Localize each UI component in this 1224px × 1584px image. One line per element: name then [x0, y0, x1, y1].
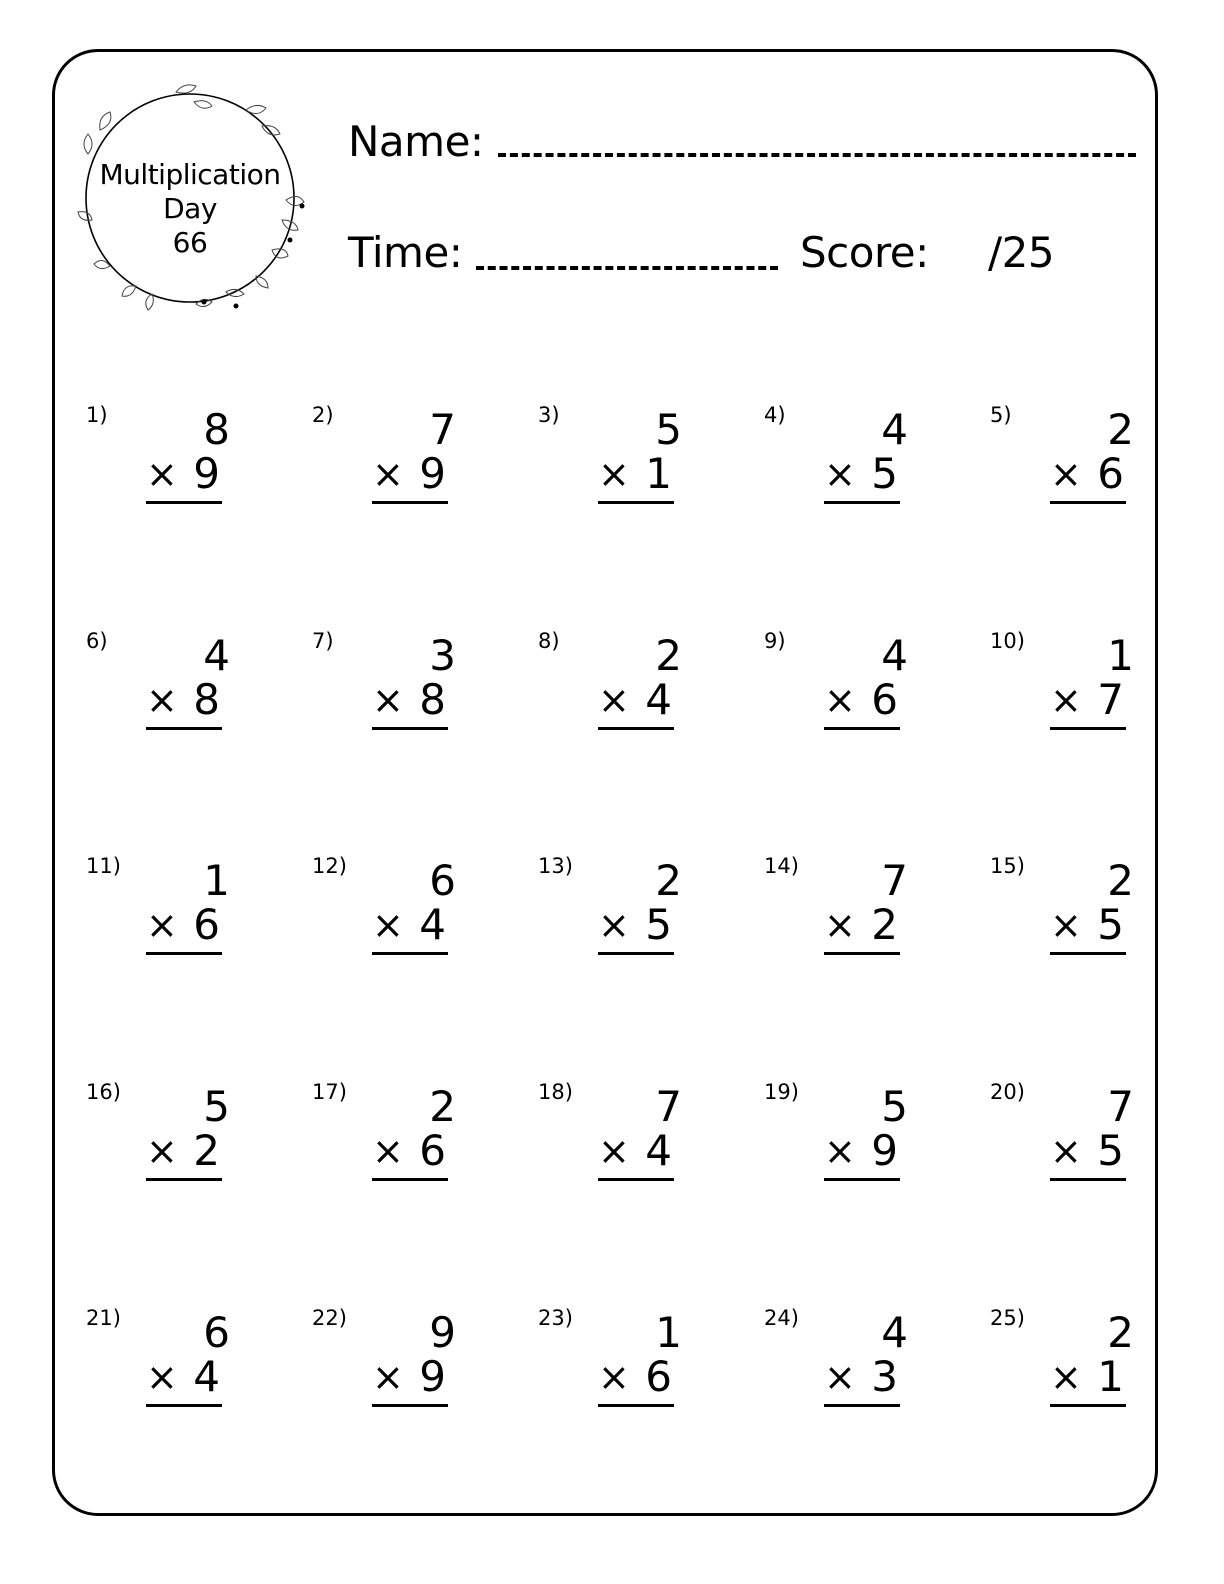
problem-item [764, 402, 990, 522]
times-sign: × [824, 1355, 856, 1399]
answer-line[interactable] [598, 727, 674, 730]
times-sign: × [824, 452, 856, 496]
problem-number: 15) [990, 854, 1025, 878]
multiplicand: 4 [203, 631, 230, 680]
name-label: Name: [348, 117, 484, 166]
answer-line[interactable] [824, 952, 900, 955]
multiplier: 6 [1097, 449, 1124, 498]
problem-item [764, 1305, 990, 1425]
answer-line[interactable] [146, 952, 222, 955]
times-sign: × [1050, 903, 1082, 947]
multiplier: 4 [645, 1126, 672, 1175]
times-sign: × [824, 903, 856, 947]
multiplier: 6 [871, 675, 898, 724]
problem-item [538, 1305, 764, 1425]
times-sign: × [146, 1355, 178, 1399]
problem-number: 11) [86, 854, 121, 878]
times-sign: × [598, 903, 630, 947]
times-sign: × [598, 678, 630, 722]
problem-item [990, 853, 1216, 973]
multiplier: 1 [645, 449, 672, 498]
multiplier: 9 [419, 449, 446, 498]
problem-item [86, 853, 312, 973]
multiplicand: 3 [429, 631, 456, 680]
answer-line[interactable] [146, 1178, 222, 1181]
times-sign: × [1050, 1355, 1082, 1399]
multiplier: 4 [645, 675, 672, 724]
multiplier: 5 [645, 900, 672, 949]
multiplicand: 2 [429, 1082, 456, 1131]
badge-line-day: Day [163, 192, 217, 225]
problem-number: 2) [312, 403, 334, 427]
multiplier: 7 [1097, 675, 1124, 724]
problem-number: 9) [764, 629, 786, 653]
multiplier: 9 [193, 449, 220, 498]
problem-item [990, 402, 1216, 522]
answer-line[interactable] [598, 501, 674, 504]
times-sign: × [1050, 1129, 1082, 1173]
times-sign: × [598, 452, 630, 496]
times-sign: × [824, 678, 856, 722]
multiplicand: 5 [203, 1082, 230, 1131]
multiplicand: 6 [429, 856, 456, 905]
problem-item [312, 1079, 538, 1199]
times-sign: × [1050, 452, 1082, 496]
multiplier: 6 [193, 900, 220, 949]
title-badge [76, 80, 316, 316]
answer-line[interactable] [598, 952, 674, 955]
answer-line[interactable] [598, 1404, 674, 1407]
answer-line[interactable] [1050, 952, 1126, 955]
times-sign: × [146, 678, 178, 722]
problem-number: 12) [312, 854, 347, 878]
multiplier: 2 [871, 900, 898, 949]
multiplier: 9 [871, 1126, 898, 1175]
multiplier: 4 [419, 900, 446, 949]
multiplicand: 1 [655, 1308, 682, 1357]
problem-item [86, 1079, 312, 1199]
times-sign: × [372, 1355, 404, 1399]
multiplicand: 7 [429, 405, 456, 454]
badge-line-subject: Multiplication [99, 158, 281, 191]
problem-item [86, 1305, 312, 1425]
multiplicand: 2 [1107, 405, 1134, 454]
problem-item [764, 628, 990, 748]
problem-number: 23) [538, 1306, 573, 1330]
problem-number: 20) [990, 1080, 1025, 1104]
answer-line[interactable] [372, 952, 448, 955]
multiplier: 6 [419, 1126, 446, 1175]
answer-line[interactable] [146, 727, 222, 730]
times-sign: × [372, 678, 404, 722]
times-sign: × [372, 452, 404, 496]
answer-line[interactable] [824, 727, 900, 730]
problem-item [764, 853, 990, 973]
problem-item [538, 1079, 764, 1199]
multiplier: 5 [871, 449, 898, 498]
times-sign: × [824, 1129, 856, 1173]
times-sign: × [146, 903, 178, 947]
problem-item [538, 853, 764, 973]
problem-number: 6) [86, 629, 108, 653]
problem-number: 4) [764, 403, 786, 427]
problem-number: 13) [538, 854, 573, 878]
times-sign: × [598, 1129, 630, 1173]
multiplicand: 8 [203, 405, 230, 454]
answer-line[interactable] [146, 1404, 222, 1407]
multiplier: 4 [193, 1352, 220, 1401]
times-sign: × [146, 1129, 178, 1173]
multiplicand: 1 [203, 856, 230, 905]
problem-number: 25) [990, 1306, 1025, 1330]
multiplier: 8 [419, 675, 446, 724]
answer-line[interactable] [372, 1404, 448, 1407]
multiplicand: 2 [655, 631, 682, 680]
multiplicand: 5 [655, 405, 682, 454]
problem-item [312, 402, 538, 522]
multiplicand: 4 [881, 405, 908, 454]
times-sign: × [598, 1355, 630, 1399]
problem-number: 3) [538, 403, 560, 427]
multiplier: 5 [1097, 900, 1124, 949]
multiplicand: 4 [881, 1308, 908, 1357]
problem-item [990, 628, 1216, 748]
problem-number: 21) [86, 1306, 121, 1330]
multiplicand: 1 [1107, 631, 1134, 680]
times-sign: × [146, 452, 178, 496]
multiplier: 8 [193, 675, 220, 724]
problem-item [764, 1079, 990, 1199]
answer-line[interactable] [824, 1404, 900, 1407]
multiplicand: 7 [1107, 1082, 1134, 1131]
problem-item [312, 628, 538, 748]
time-label: Time: [348, 228, 463, 277]
multiplicand: 2 [1107, 1308, 1134, 1357]
times-sign: × [372, 903, 404, 947]
multiplicand: 2 [1107, 856, 1134, 905]
answer-line[interactable] [1050, 1178, 1126, 1181]
problem-item [990, 1305, 1216, 1425]
problem-item [990, 1079, 1216, 1199]
answer-line[interactable] [1050, 1404, 1126, 1407]
problem-number: 7) [312, 629, 334, 653]
multiplicand: 9 [429, 1308, 456, 1357]
answer-line[interactable] [372, 501, 448, 504]
multiplier: 2 [193, 1126, 220, 1175]
answer-line[interactable] [372, 727, 448, 730]
answer-line[interactable] [1050, 727, 1126, 730]
multiplicand: 6 [203, 1308, 230, 1357]
multiplicand: 2 [655, 856, 682, 905]
problem-number: 16) [86, 1080, 121, 1104]
answer-line[interactable] [146, 501, 222, 504]
score-label: Score: [800, 228, 929, 277]
answer-line[interactable] [824, 1178, 900, 1181]
problem-number: 10) [990, 629, 1025, 653]
multiplicand: 5 [881, 1082, 908, 1131]
answer-line[interactable] [1050, 501, 1126, 504]
name-field[interactable] [498, 153, 1136, 157]
problem-number: 19) [764, 1080, 799, 1104]
multiplier: 6 [645, 1352, 672, 1401]
badge-line-number: 66 [172, 226, 208, 259]
problem-item [312, 853, 538, 973]
multiplier: 9 [419, 1352, 446, 1401]
problem-item [86, 402, 312, 522]
answer-line[interactable] [372, 1178, 448, 1181]
problem-item [86, 628, 312, 748]
answer-line[interactable] [598, 1178, 674, 1181]
problem-number: 5) [990, 403, 1012, 427]
problem-item [538, 402, 764, 522]
times-sign: × [1050, 678, 1082, 722]
multiplicand: 7 [881, 856, 908, 905]
multiplier: 1 [1097, 1352, 1124, 1401]
multiplicand: 4 [881, 631, 908, 680]
problem-number: 22) [312, 1306, 347, 1330]
times-sign: × [372, 1129, 404, 1173]
problem-number: 8) [538, 629, 560, 653]
problem-number: 14) [764, 854, 799, 878]
problem-item [538, 628, 764, 748]
multiplicand: 7 [655, 1082, 682, 1131]
multiplier: 5 [1097, 1126, 1124, 1175]
problem-number: 1) [86, 403, 108, 427]
score-total: /25 [988, 228, 1055, 277]
problem-number: 17) [312, 1080, 347, 1104]
multiplier: 3 [871, 1352, 898, 1401]
problem-number: 18) [538, 1080, 573, 1104]
problem-item [312, 1305, 538, 1425]
time-field[interactable] [476, 266, 778, 270]
problem-number: 24) [764, 1306, 799, 1330]
badge-title [76, 158, 304, 260]
answer-line[interactable] [824, 501, 900, 504]
